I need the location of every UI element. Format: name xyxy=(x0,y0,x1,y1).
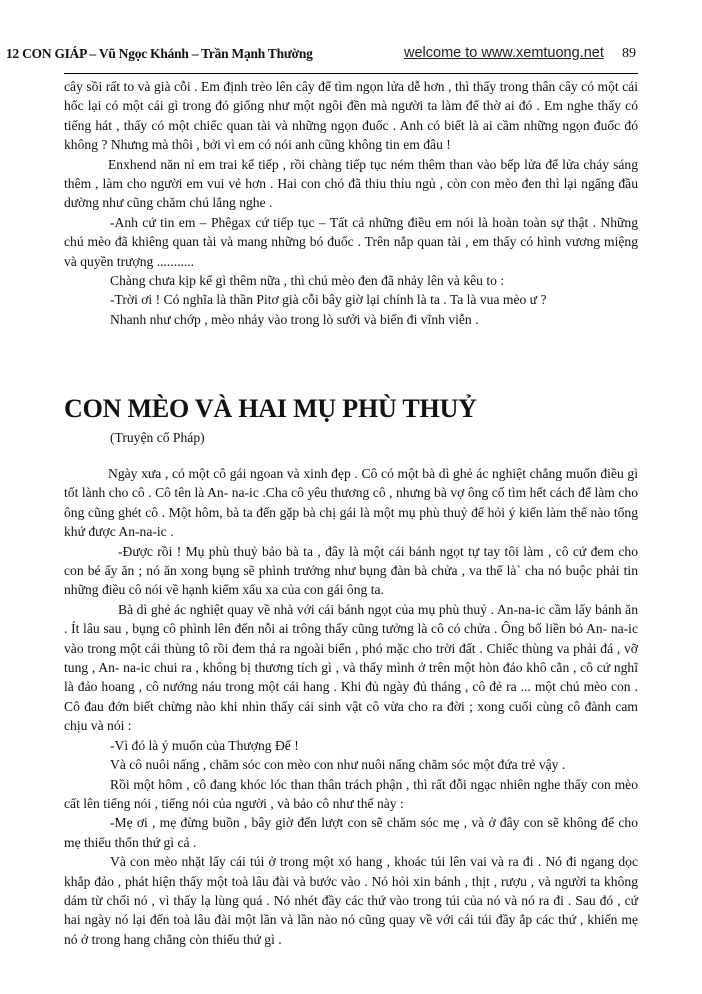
book-title: 12 CON GIÁP – Vũ Ngọc Khánh – Trần Mạnh Thường xyxy=(6,46,313,61)
top-section xyxy=(64,77,638,329)
page-number: 89 xyxy=(622,46,636,61)
paragraph: -Mẹ ơi , mẹ đừng buồn , bây giờ đến lượt con sẽ chăm sóc mẹ , và ở đây con sẽ không để cho mẹ thiếu thốn thứ gì cả . xyxy=(64,815,638,850)
story-title: CON MÈO VÀ HAI MỤ PHÙ THUỶ xyxy=(64,394,477,423)
paragraph: -Anh cứ tin em – Phêgax cứ tiếp tục – Tất cả những điều em nói là hoàn toàn sự thật . Những chú mèo đã khiêng quan tài và mang những bó đuốc . Trên nắp quan tài , em thấy có hình vương miệng và quyền trượng ........... xyxy=(64,214,638,269)
paragraph: Chàng chưa kịp kể gì thêm nữa , thì chú mèo đen đã nhảy lên và kêu to : xyxy=(110,273,505,289)
paragraph: Nhanh như chớp , mèo nhảy vào trong lò sưởi và biến đi vĩnh viễn . xyxy=(110,311,479,327)
paragraph: Bà dì ghẻ ác nghiệt quay về nhà với cái bánh ngọt của mụ phù thuỷ . An-na-ic cầm lấy bánh ăn . Ít lâu sau , bụng cô phình lên đến nỗi ai trông thấy cũng tưởng là cô có chửa . Ông bố liền bỏ An- na-ic vào trong một cái thùng tô rồi đem thả ra ngoài biển , phó mặc cho trời đất . Chiếc thùng va phải đá , vỡ tung , An- na-ic chui ra , không bị thương tích gì , và thấy mình ở trên một hòn đảo khô cằn , cô cứ nghĩ là đảo hoang , cô nướng náu trong một cái hang . Khi đủ ngày đủ tháng , cô đẻ ra ... một chú mèo con . Cô đau đớn biết chừng nào khi nhìn thấy cái sinh vật cô vừa cho ra đời ; xong cuối cùng cô đành cam chịu và nói : xyxy=(64,601,638,734)
paragraph: Và cô nuôi nấng , chăm sóc con mèo con như nuôi nấng chăm sóc một đứa trẻ vậy . xyxy=(110,757,566,773)
paragraph: Enxhend năn nỉ em trai kể tiếp , rồi chàng tiếp tục ném thêm than vào bếp lửa để lửa cháy sáng thêm , làm cho người em vui vẻ hơn . Hai con chó đã thiu thỉu ngủ , còn con mèo đen thì lại ngẩng đầu dường như cũng chăm chú lắng nghe . xyxy=(64,156,638,211)
story-body xyxy=(64,464,638,949)
running-header xyxy=(6,46,690,66)
paragraph: Và con mèo nhặt lấy cái túi ở trong một xó hang , khoác túi lên vai và ra đi . Nó đi ngang dọc khắp đảo , phát hiện thấy một toà lâu đài và bước vào . Nó hỏi xin bánh , thịt , rượu , và người ta không dám từ chối nó , vì thấy lạ lùng quá . Nó nhét đầy các thứ vào trong túi của nó và nó ra đi . Sau đó , cứ hai ngày nó lại đến toà lâu đài một lần và lần nào nó cũng quay về với cái túi đầy ắp các thứ , khiến mẹ nó ở trong hang chẳng còn thiếu thứ gì . xyxy=(64,854,638,947)
header-divider xyxy=(64,73,638,74)
paragraph: -Vì đó là ý muốn của Thượng Đế ! xyxy=(110,737,299,753)
paragraph: cây sồi rất to và già cỗi . Em định trèo lên cây để tìm ngọn lửa dễ hơn , thì thấy trong thân cây có một cái hốc lại có một cái gì trong đó giống như một ngôi đền mà người ta làm để thờ ai đó . Em nghe thấy có tiếng hát , thấy có một chiếc quan tài và những ngọn đuốc . Anh có biết là ai cầm những ngọn đuốc đó không ? Nhưng mà thôi , bởi vì em có nói anh cũng không tin em đâu ! xyxy=(64,79,638,153)
paragraph: Rồi một hôm , cô đang khóc lóc than thân trách phận , thì rất đỗi ngạc nhiên nghe thấy con mèo cất lên tiếng nói , tiếng nói của người , và bảo cô như thế này : xyxy=(64,776,638,811)
website-link[interactable]: welcome to www.xemtuong.net xyxy=(404,45,604,61)
paragraph: Ngày xưa , có một cô gái ngoan và xinh đẹp . Cô có một bà dì ghẻ ác nghiệt chẳng muốn điều gì tốt lành cho cô . Cô tên là An- na-ic .Cha cô yêu thương cô , nhưng bà vợ ông cố tìm hết cách để làm cho ông cũng ghét cô . Một hôm, bà ta đến gặp bà chị gái là một mụ phù thuỷ để hỏi ý kiến làm thế nào tống khứ được An-na-ic . xyxy=(64,466,638,540)
paragraph: -Trời ơi ! Có nghĩa là thần Pitơ già cỗi bây giờ lại chính là ta . Ta là vua mèo ư ? xyxy=(110,292,547,308)
story-subtitle: (Truyện cổ Pháp) xyxy=(110,430,205,445)
paragraph: -Được rồi ! Mụ phù thuỷ bảo bà ta , đây là một cái bánh ngọt tự tay tôi làm , cô cứ đem cho con bé ấy ăn ; nó ăn xong bụng sẽ phình trướng như bụng đàn bà chửa , va thế là` cha nó buộc phải tin những điều cô nói về hạnh kiểm xấu xa của con gái ông ta. xyxy=(64,543,638,598)
